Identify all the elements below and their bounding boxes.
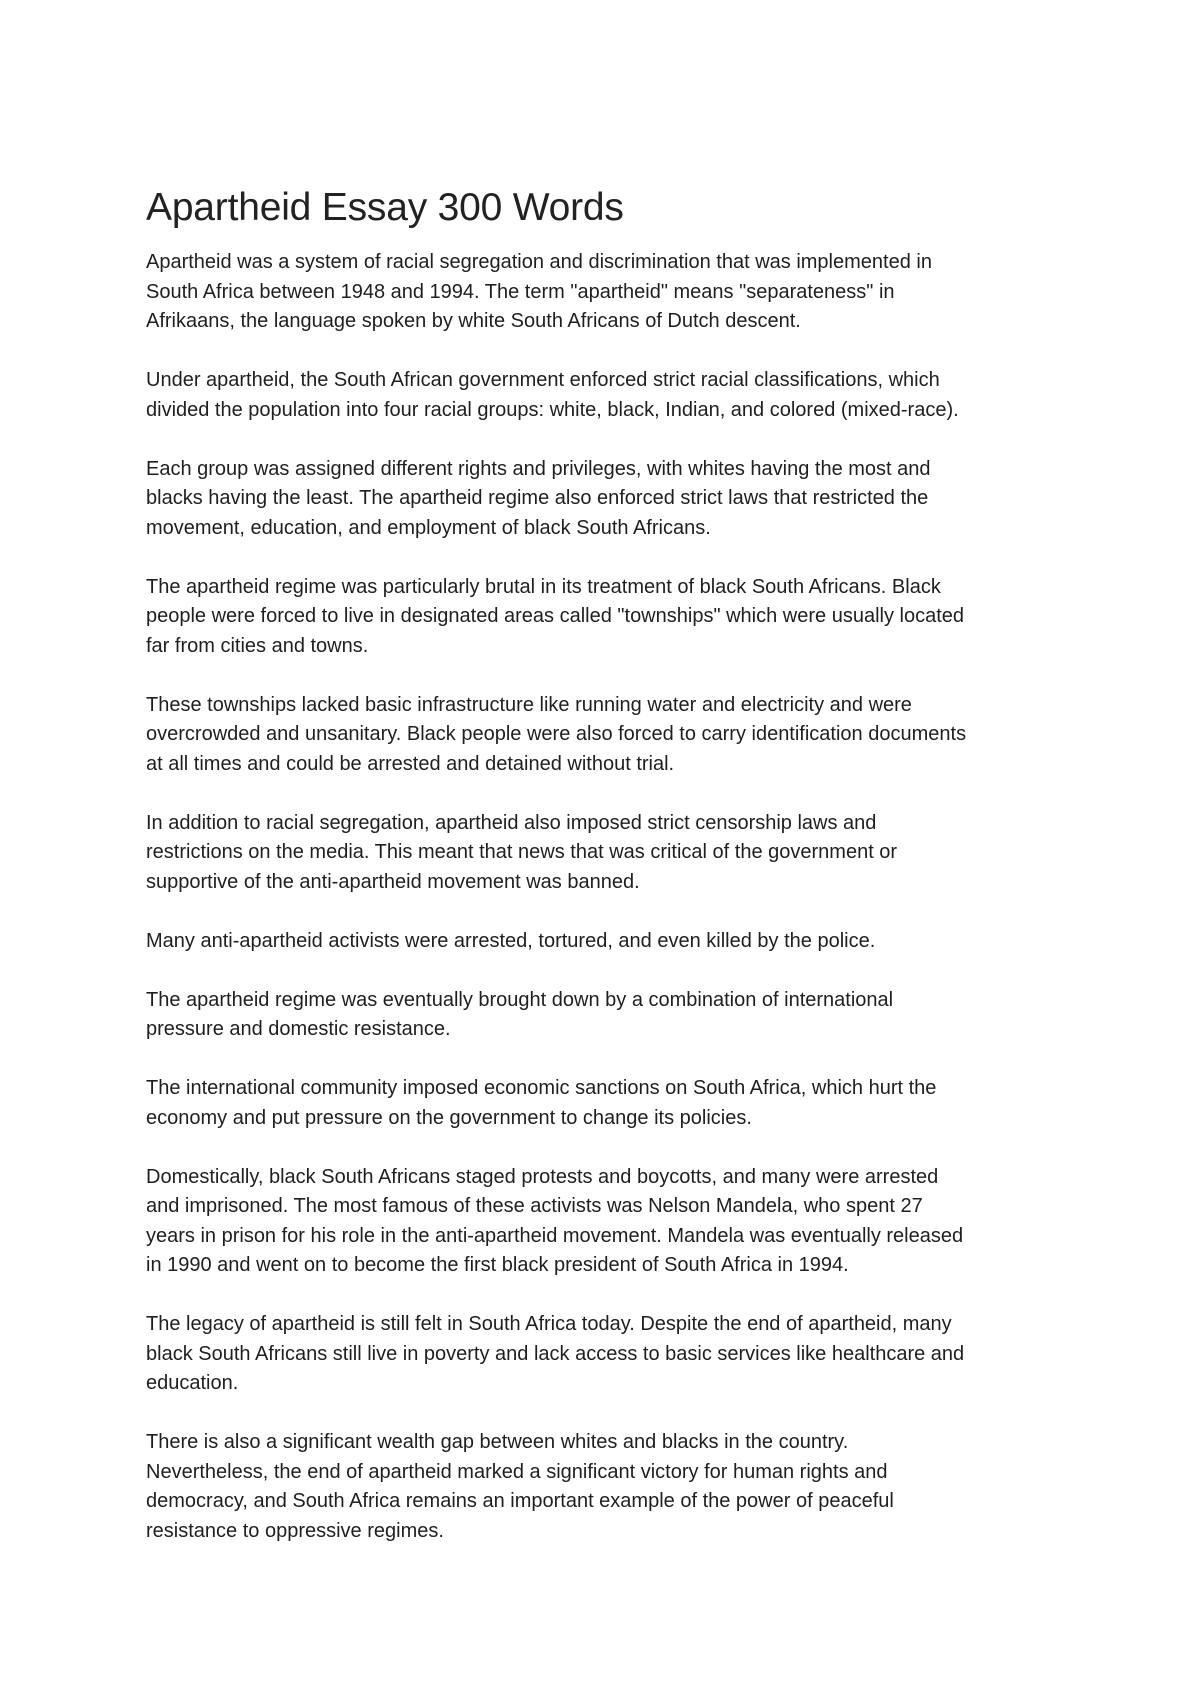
text-line: blacks having the least. The apartheid regime also enforced strict laws that restricted the [146,487,929,509]
text-line: movement, education, and employment of black South Africans. [146,516,711,539]
text-line: overcrowded and unsanitary. Black people were also forced to carry identification documents [146,723,967,745]
text-line: pressure and domestic resistance. [146,1018,451,1040]
text-line: in 1990 and went on to become the first black president of South Africa in 1994. [146,1254,849,1276]
text-line: Under apartheid, the South African government enforced strict racial classifications, which [146,369,940,391]
text-line: and imprisoned. The most famous of these activists was Nelson Mandela, who spent 27 [146,1195,923,1217]
text-line: far from cities and towns. [146,634,369,657]
paragraph [146,691,1076,780]
text-line: supportive of the anti-apartheid movement was banned. [146,870,640,893]
paragraph [146,573,1076,662]
paragraph [146,927,1076,957]
text-line: South Africa between 1948 and 1994. The term "apartheid" means "separateness" in [146,280,895,303]
paragraph [146,809,1076,898]
text-line: The apartheid regime was particularly brutal in its treatment of black South Africans. Black [146,575,941,598]
text-line: democracy, and South Africa remains an important example of the power of peaceful [146,1490,894,1512]
paragraph [146,1310,1076,1399]
text-line: years in prison for his role in the anti-apartheid movement. Mandela was eventually released [146,1224,964,1247]
text-line: people were forced to live in designated areas called "townships" which were usually located [146,605,964,627]
text-line: There is also a significant wealth gap between whites and blacks in the country. [146,1431,849,1453]
text-line: In addition to racial segregation, apartheid also imposed strict censorship laws and [146,811,877,834]
paragraph [146,986,1076,1045]
text-line: resistance to oppressive regimes. [146,1519,444,1542]
text-line: The apartheid regime was eventually brought down by a combination of international [146,988,894,1011]
text-line: black South Africans still live in poverty and lack access to basic services like healthcare and [146,1342,965,1365]
text-line: at all times and could be arrested and detained without trial. [146,752,675,775]
text-line: economy and put pressure on the government to change its policies. [146,1106,752,1129]
paragraph [146,366,1076,425]
paragraph [146,1163,1076,1281]
text-line: education. [146,1372,239,1394]
text-line: Domestically, black South Africans staged protests and boycotts, and many were arrested [146,1165,939,1188]
document-body [146,184,1076,1576]
text-line: divided the population into four racial groups: white, black, Indian, and colored (mixed-race). [146,398,959,421]
text-line: The legacy of apartheid is still felt in South Africa today. Despite the end of apartheid, many [146,1313,952,1335]
text-line: Afrikaans, the language spoken by white South Africans of Dutch descent. [146,310,801,332]
paragraph [146,1074,1076,1133]
document-title: Apartheid Essay 300 Words [146,186,624,229]
text-line: Apartheid was a system of racial segregation and discrimination that was implemented in [146,251,932,273]
paragraph [146,455,1076,544]
text-line: Nevertheless, the end of apartheid marked a significant victory for human rights and [146,1460,888,1483]
text-line: restrictions on the media. This meant that news that was critical of the government or [146,841,898,863]
text-line: Many anti-apartheid activists were arrested, tortured, and even killed by the police. [146,929,876,952]
text-line: The international community imposed economic sanctions on South Africa, which hurt the [146,1077,937,1099]
paragraph [146,1428,1076,1546]
paragraph [146,248,1076,337]
text-line: Each group was assigned different rights and privileges, with whites having the most and [146,457,931,480]
text-line: These townships lacked basic infrastructure like running water and electricity and were [146,693,912,716]
